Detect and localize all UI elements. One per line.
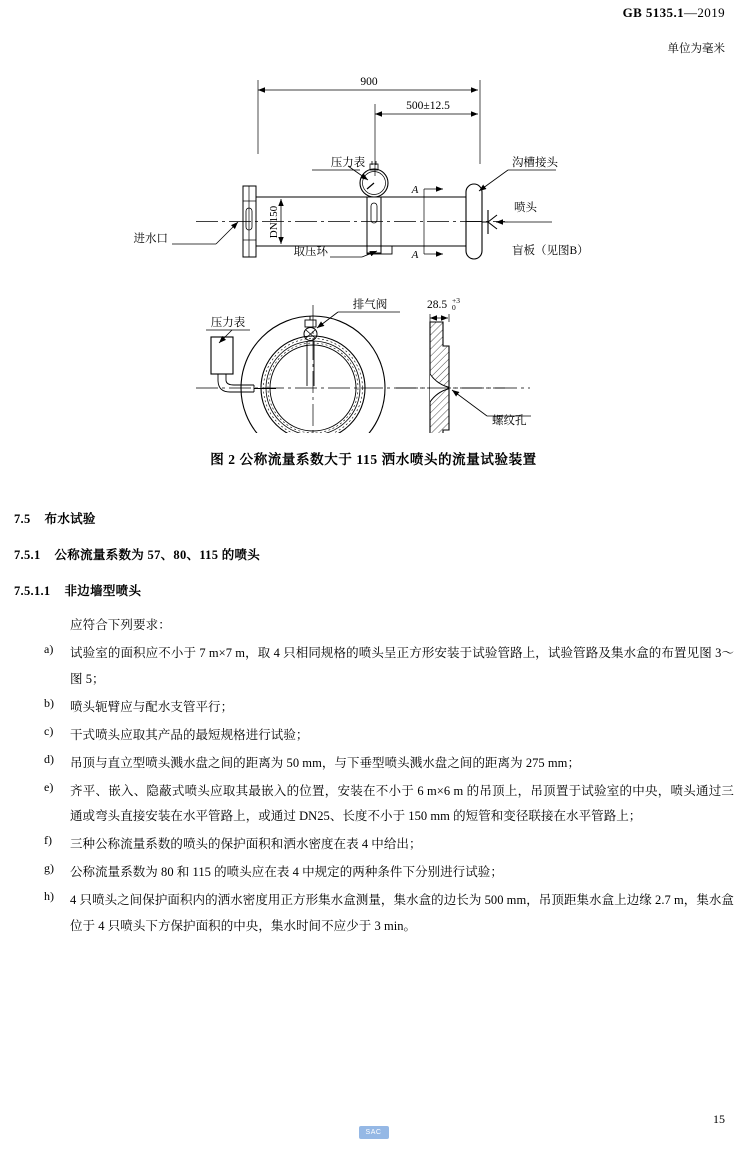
figure-caption: 图 2 公称流量系数大于 115 洒水喷头的流量试验装置 (210, 452, 537, 467)
sac-watermark: SAC (359, 1126, 389, 1139)
list-item (44, 723, 734, 749)
requirements-list (44, 641, 734, 942)
list-text: 吊顶与直立型喷头溅水盘之间的距离为 50 mm，与下垂型喷头溅水盘之间的距离为 275 mm； (70, 755, 580, 770)
dim-tol-lower: 0 (452, 303, 456, 312)
requirements-lead: 应符合下列要求： (70, 618, 171, 632)
label-gauge-section: 压力表 (210, 317, 246, 329)
heading-7-5-title: 布水试验 (44, 512, 96, 526)
dim-thickness-285: 28.5 (426, 299, 448, 311)
dim-overall-900: 900 (360, 76, 378, 88)
standard-year: —2019 (684, 5, 725, 20)
list-item (44, 641, 734, 692)
list-marker: b) (44, 695, 54, 710)
figure-2-drawing (0, 58, 747, 433)
unit-note: 单位为毫米 (667, 43, 725, 55)
heading-7-5-number: 7.5 (14, 512, 31, 526)
list-item (44, 860, 734, 886)
list-item (44, 751, 734, 777)
list-marker: d) (44, 751, 54, 766)
label-blind-plate: 盲板（见图B） (512, 245, 589, 257)
list-item (44, 779, 734, 830)
heading-7-5-1-1-title: 非边墙型喷头 (64, 584, 142, 598)
label-inlet: 进水口 (133, 233, 168, 245)
list-marker: g) (44, 861, 54, 875)
label-groove-coupling: 沟槽接头 (512, 157, 558, 169)
heading-7-5 (14, 509, 96, 527)
list-marker: h) (44, 889, 54, 903)
label-thread-hole: 螺纹孔 (492, 415, 527, 427)
standard-code: GB 5135.1 (622, 5, 684, 20)
label-sprinkler: 喷头 (514, 202, 537, 214)
list-marker: f) (44, 833, 52, 847)
dim-dn150: DN150 (268, 205, 280, 239)
section-mark-a-top: A (411, 184, 419, 196)
heading-7-5-1-title: 公称流量系数为 57、80、115 的喷头 (54, 548, 261, 562)
heading-7-5-1-1 (14, 581, 141, 599)
list-marker: a) (44, 642, 54, 656)
section-mark-a-bottom: A (411, 249, 419, 261)
figure-2 (0, 58, 747, 433)
heading-7-5-1-number: 7.5.1 (14, 548, 41, 562)
list-text: 齐平、嵌入、隐蔽式喷头应取其最嵌入的位置，安装在不小于 6 m×6 m 的吊顶上，吊顶置于试验室的中央，喷头通过三通或弯头直接安装在水平管路上，或通过 DN25、长度不小于 150 mm 的短管和变径联接在水平管路上； (70, 783, 734, 823)
dim-tol-upper: +3 (452, 296, 460, 305)
list-text: 三种公称流量系数的喷头的保护面积和洒水密度在表 4 中给出； (70, 837, 422, 851)
list-marker: c) (44, 723, 54, 738)
list-marker: e) (44, 779, 54, 794)
list-text: 干式喷头应取其产品的最短规格进行试验； (70, 727, 309, 742)
standard-header (623, 5, 725, 21)
label-pressure-gauge: 压力表 (330, 157, 366, 169)
label-pressure-ring: 取压环 (293, 246, 328, 258)
list-text: 喷头轭臂应与配水支管平行； (70, 699, 234, 714)
list-text: 公称流量系数为 80 和 115 的喷头应在表 4 中规定的两种条件下分别进行试验； (70, 865, 503, 879)
dim-partial-500: 500±12.5 (406, 100, 450, 112)
label-vent-valve: 排气阀 (352, 299, 388, 311)
list-text: 4 只喷头之间保护面积内的洒水密度用正方形集水盒测量，集水盒的边长为 500 mm，吊顶距集水盒上边缘 2.7 m，集水盒位于 4 只喷头下方保护面积的中央，集水时间不应少于 3 min。 (70, 893, 734, 933)
list-item (44, 695, 734, 721)
list-text: 试验室的面积应不小于 7 m×7 m，取 4 只相同规格的喷头呈正方形安装于试验管路上，试验管路及集水盒的布置见图 3～图 5； (70, 646, 734, 686)
list-item (44, 888, 734, 939)
page-number: 15 (713, 1112, 725, 1126)
heading-7-5-1-1-number: 7.5.1.1 (14, 584, 51, 598)
list-item (44, 832, 734, 858)
heading-7-5-1 (14, 545, 260, 563)
